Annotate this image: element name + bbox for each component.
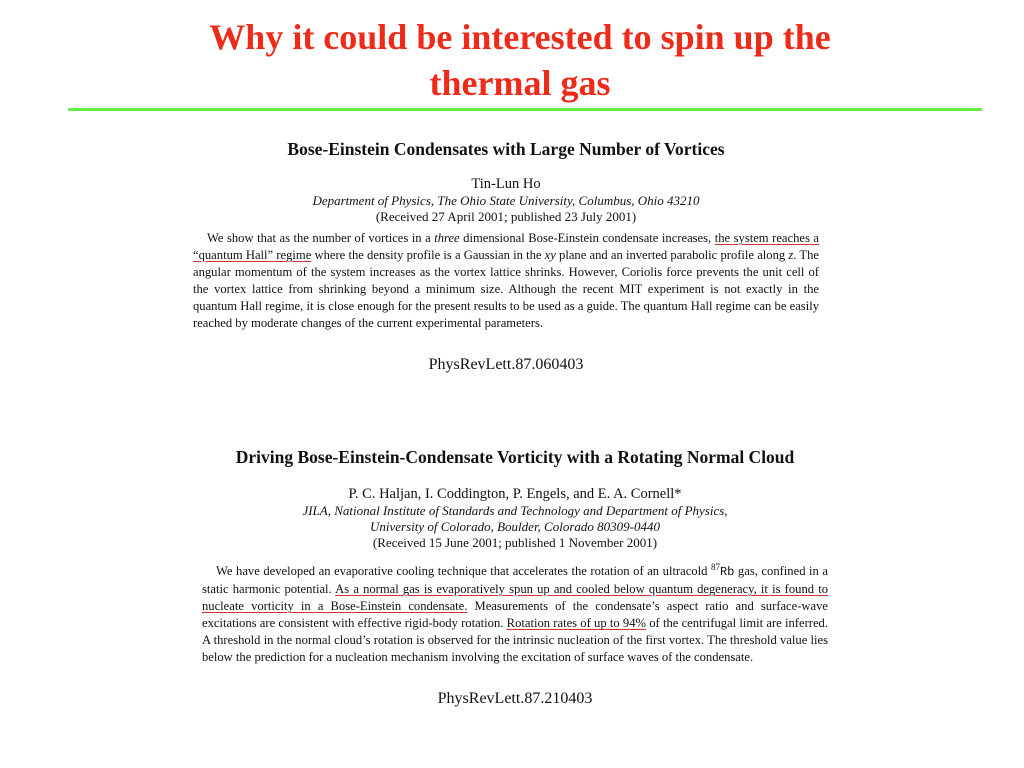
paper-title: Bose-Einstein Condensates with Large Number of Vortices: [287, 139, 725, 159]
slide-title: [60, 14, 980, 106]
abstract-ho: [193, 138, 819, 375]
isotope-superscript: 87: [710, 562, 720, 572]
paper-citation: PhysRevLett.87.060403: [428, 355, 584, 373]
math-z: z: [788, 248, 794, 263]
emphasis-three: three: [434, 231, 460, 245]
paper-affiliation-line1: JILA, National Institute of Standards and Technology and Department of Physics,: [302, 503, 728, 518]
paper-title: Driving Bose-Einstein-Condensate Vorticity with a Rotating Normal Cloud: [235, 447, 795, 467]
paper-affiliation: Department of Physics, The Ohio State University, Columbus, Ohio 43210: [312, 193, 700, 208]
element-symbol: Rb: [719, 565, 735, 579]
abstract-text: We have developed an evaporative cooling technique that accelerates the rotation of an ultracold $^{87}$Rb gas, confined in a static harmonic potential. As a normal gas is evaporatively spun up and cooled below quantum degeneracy, it is found to nucleate vorticity in a Bose-Einstein condensate. Measurements of the condensate’s aspect ratio and surface-wave excitations are consistent with effective rigid-body rotation. Rotation rates of up to 94% of the centrifugal limit are inferred. A threshold in the normal cloud’s rotation is observed for the intrinsic nucleation of the first vortex. The threshold value lies below the prediction for a nucleation mechanism involving the excitation of surface waves of the condensate.: [202, 562, 829, 665]
abstract-haljan: [202, 446, 828, 709]
paper-affiliation-line2: University of Colorado, Boulder, Colorado 80309-0440: [370, 519, 660, 534]
underlined-spun-up-sentence: As a normal gas is evaporatively spun up and cooled below quantum degeneracy, it is found to nucleate vorticity in a Bose-Einstein condensate.: [202, 582, 828, 614]
math-xy: xy: [544, 248, 556, 263]
paper-received-date: (Received 15 June 2001; published 1 November 2001): [372, 535, 658, 550]
paper-authors: P. C. Haljan, I. Coddington, P. Engels, and E. A. Cornell*: [348, 486, 682, 502]
paper-received-date: (Received 27 April 2001; published 23 July 2001): [375, 209, 637, 224]
paper-authors: Tin-Lun Ho: [471, 176, 541, 192]
paper-citation: PhysRevLett.87.210403: [437, 689, 593, 707]
title-divider: [68, 108, 982, 111]
slide-title-line2: thermal gas: [429, 63, 611, 103]
slide-title-line1: Why it could be interested to spin up the: [209, 17, 831, 57]
underlined-quantum-hall: the system reaches a “quantum Hall” regime: [193, 231, 819, 263]
abstract-text: We show that as the number of vortices in a three dimensional Bose-Einstein condensate increases, the system reaches a “quantum Hall” regime where the density profile is a Gaussian in the xy plane and an inverted parabolic profile along z. The angular momentum of the system increases as the vortex lattice shrinks. However, Coriolis force prevents the unit cell of the vortex lattice from shrinking beyond a minimum size. Although the recent MIT experiment is not exactly in the quantum Hall regime, it is close enough for the present results to be used as a guide. The quantum Hall regime can be easily reached by moderate changes of the current experimental parameters.: [193, 231, 819, 331]
underlined-rotation-rates: Rotation rates of up to 94%: [506, 616, 646, 631]
